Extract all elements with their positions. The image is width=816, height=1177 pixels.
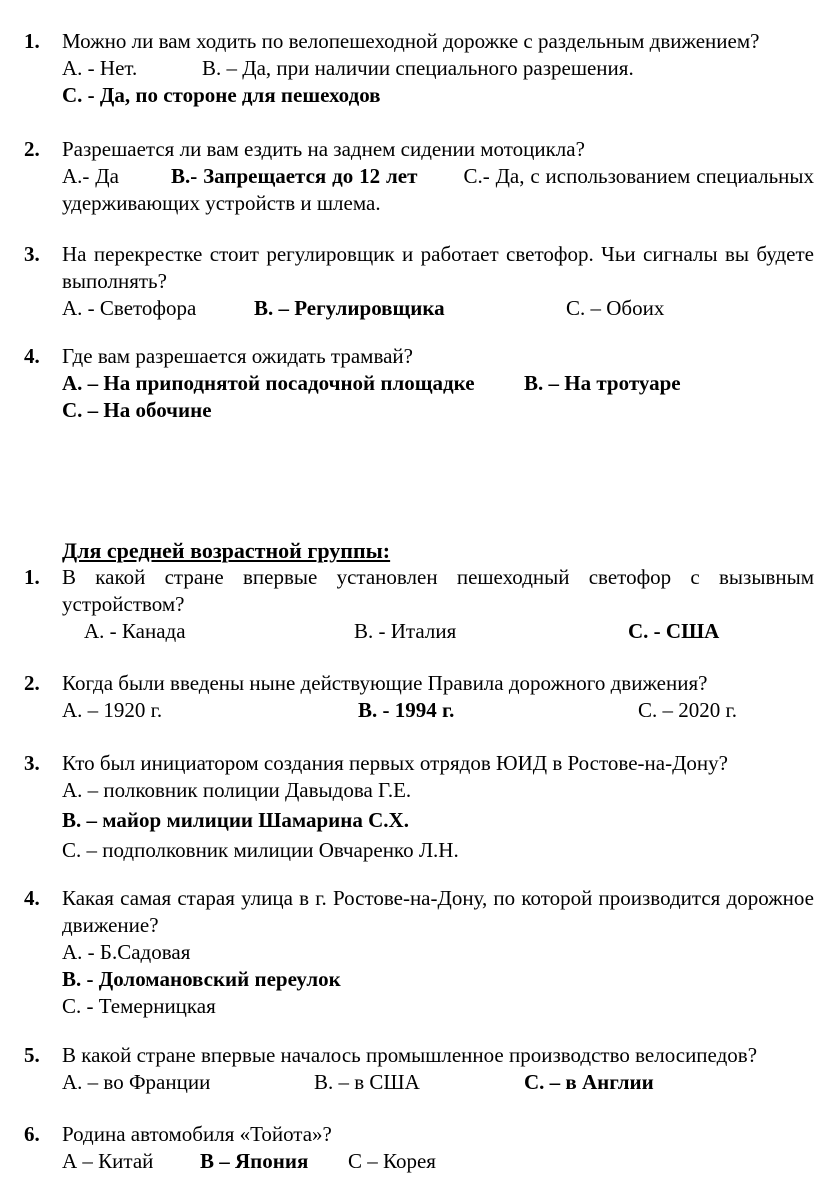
answer-row xyxy=(24,697,814,724)
question-4-block xyxy=(24,885,814,1020)
answer-a-correct: А. – На приподнятой посадочной площадке xyxy=(62,371,475,395)
answer-a: А. - Светофора xyxy=(62,296,197,320)
question-text: Где вам разрешается ожидать трамвай? xyxy=(62,344,413,368)
answer-a: А. – 1920 г. xyxy=(62,698,163,722)
answer-b: В. – На тротуаре xyxy=(524,371,681,395)
answer-row xyxy=(24,163,814,217)
question-number: 3. xyxy=(24,242,40,266)
question-line xyxy=(24,670,814,697)
answer-row xyxy=(24,993,814,1020)
question-2-block xyxy=(24,136,814,217)
answer-a: А. - Канада xyxy=(84,619,186,643)
answer-c-correct: С. - США xyxy=(628,619,720,643)
answer-c: С. – подполковник милиции Овчаренко Л.Н. xyxy=(62,838,459,862)
question-line xyxy=(24,885,814,939)
answer-row xyxy=(24,370,814,397)
answer-b: В. – в США xyxy=(314,1070,420,1094)
question-5-block xyxy=(24,1042,814,1096)
answer-c-correct: С. – в Англии xyxy=(524,1070,654,1094)
question-number: 2. xyxy=(24,137,40,161)
answer-a: А.- Да xyxy=(62,164,119,188)
answer-b-correct: В. – майор милиции Шамарина С.Х. xyxy=(62,808,409,832)
answer-row xyxy=(24,82,814,109)
question-number: 4. xyxy=(24,344,40,368)
question-4-block xyxy=(24,343,814,424)
question-1-block xyxy=(24,564,814,645)
answer-b-correct: В.- Запрещается до 12 лет xyxy=(170,164,418,188)
answer-row xyxy=(24,55,814,82)
answer-row xyxy=(24,1069,814,1096)
answer-row xyxy=(24,837,814,864)
question-1-block xyxy=(24,28,814,109)
question-3-block xyxy=(24,750,814,864)
question-number: 4. xyxy=(24,886,40,910)
question-number: 5. xyxy=(24,1043,40,1067)
answer-row xyxy=(24,807,814,834)
question-text: Родина автомобиля «Тойота»? xyxy=(62,1122,332,1146)
answer-row xyxy=(24,1148,814,1175)
question-line xyxy=(24,241,814,295)
question-text: Можно ли вам ходить по велопешеходной дорожке с раздельным движением? xyxy=(62,29,760,53)
answer-b: В. – Да, при наличии специального разрешения. xyxy=(202,56,634,80)
question-number: 6. xyxy=(24,1122,40,1146)
answer-row xyxy=(24,939,814,966)
answer-c: С. – На обочине xyxy=(62,398,212,422)
answer-b-correct: В. - 1994 г. xyxy=(358,698,455,722)
answer-a: А. – полковник полиции Давыдова Г.Е. xyxy=(62,778,412,802)
question-line xyxy=(24,1121,814,1148)
question-number: 1. xyxy=(24,565,40,589)
question-line xyxy=(24,1042,814,1069)
question-text: В какой стране впервые началось промышленное производство велосипедов? xyxy=(62,1043,758,1067)
question-3-block xyxy=(24,241,814,322)
answer-row xyxy=(24,618,814,645)
question-text: Кто был инициатором создания первых отрядов ЮИД в Ростове-на-Дону? xyxy=(62,751,728,775)
question-number: 1. xyxy=(24,29,40,53)
question-text: На перекрестке стоит регулировщик и работает светофор. Чьи сигналы вы будете выполнять? xyxy=(62,242,814,293)
answer-row xyxy=(24,777,814,804)
answer-b-correct: В. – Регулировщика xyxy=(254,296,445,320)
answer-a: А – Китай xyxy=(62,1149,154,1173)
answer-a: А. - Б.Садовая xyxy=(62,940,191,964)
answer-a: А. - Нет. xyxy=(62,56,138,80)
answer-b: В. - Италия xyxy=(354,619,457,643)
question-6-block xyxy=(24,1121,814,1175)
question-number: 2. xyxy=(24,671,40,695)
answer-c: С. – Обоих xyxy=(566,296,665,320)
question-number: 3. xyxy=(24,751,40,775)
answer-row xyxy=(24,397,814,424)
question-2-block xyxy=(24,670,814,724)
question-line xyxy=(24,750,814,777)
question-line xyxy=(24,136,814,163)
answer-c-correct: С. - Да, по стороне для пешеходов xyxy=(62,83,381,107)
answer-c: С.- Да, с использованием специальных удерживающих устройств и шлема. xyxy=(62,164,814,215)
answer-c: С. – 2020 г. xyxy=(638,698,738,722)
question-text: Разрешается ли вам ездить на заднем сидении мотоцикла? xyxy=(62,137,585,161)
question-line xyxy=(24,564,814,618)
question-line xyxy=(24,343,814,370)
answer-b-correct: В – Япония xyxy=(200,1149,309,1173)
question-text: Когда были введены ныне действующие Правила дорожного движения? xyxy=(62,671,708,695)
section-heading: Для средней возрастной группы: xyxy=(62,538,391,563)
answer-a: А. – во Франции xyxy=(62,1070,211,1094)
answer-c: С. - Темерницкая xyxy=(62,994,216,1018)
answer-c: С – Корея xyxy=(348,1149,436,1173)
answer-row xyxy=(24,966,814,993)
question-text: Какая самая старая улица в г. Ростове-на-Дону, по которой производится дорожное движение? xyxy=(62,886,814,937)
answer-b-correct: В. - Доломановский переулок xyxy=(62,967,341,991)
question-line xyxy=(24,28,814,55)
question-text: В какой стране впервые установлен пешеходный светофор с вызывным устройством? xyxy=(62,565,814,616)
answer-row xyxy=(24,295,814,322)
